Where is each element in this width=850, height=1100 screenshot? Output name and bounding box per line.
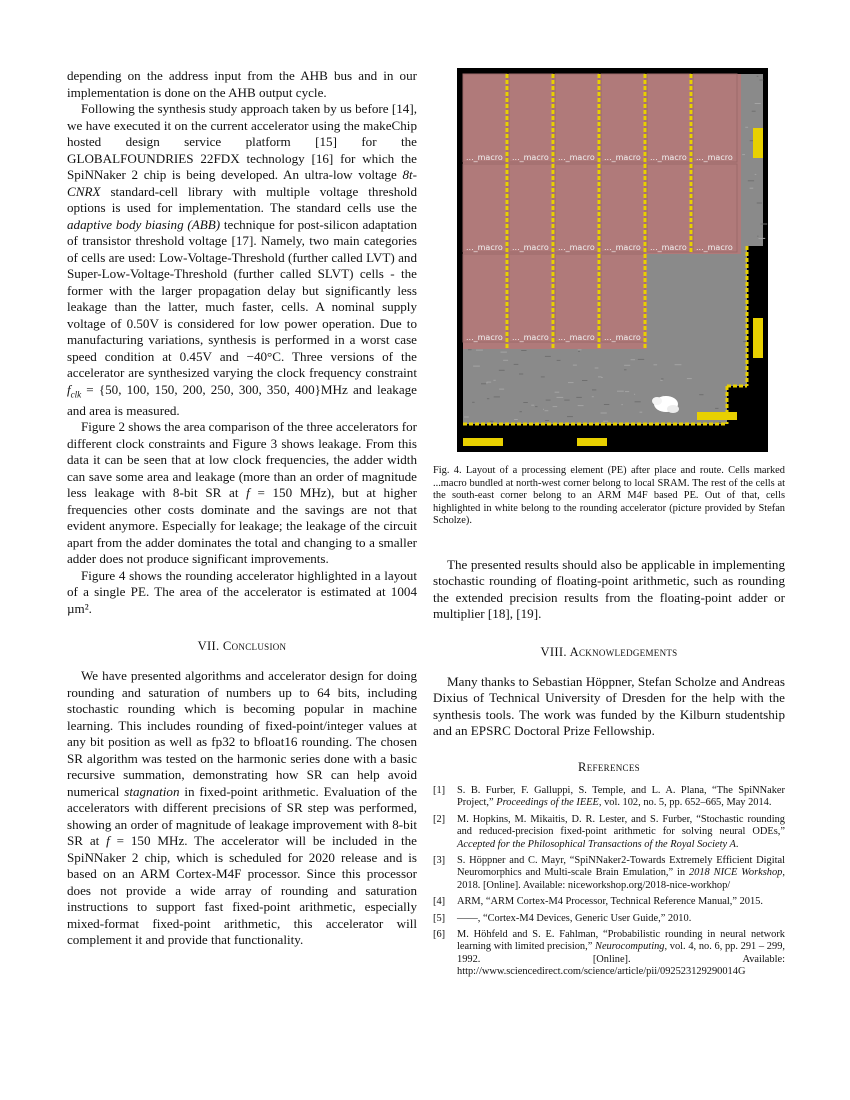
pe-layout-image (457, 68, 768, 452)
reference-number: [6] (433, 929, 446, 941)
macro-label: ..._macro (466, 333, 503, 342)
sram-macro (601, 164, 645, 252)
reference-number: [1] (433, 784, 446, 796)
sram-macro (509, 164, 553, 252)
reference-text: ——, “Cortex-M4 Devices, Generic User Guide,” 2010. (457, 912, 692, 924)
reference-item (433, 929, 785, 979)
reference-item (433, 814, 785, 851)
io-pad (753, 318, 763, 358)
sram-macro (463, 74, 507, 162)
io-pad (753, 128, 763, 158)
sram-macro-grid (463, 74, 741, 349)
macro-label: ..._macro (696, 243, 733, 252)
paragraph-address-input: depending on the address input from the AHB bus and in our implementation is done on the AHB output cycle. (67, 68, 417, 100)
section-heading-references: References (578, 759, 640, 774)
sram-macro (463, 164, 507, 252)
macro-label: ..._macro (558, 243, 595, 252)
paragraph-acknowledgements: Many thanks to Sebastian Höppner, Stefan Scholze and Andreas Dixius of Technical University of Dresden for the help with the synthesis tools. The work was funded by the Kilburn studentship and an EPSRC Doctoral Prize Fellowship. (433, 673, 785, 739)
sram-macro (509, 254, 553, 342)
logic-region-corner (647, 254, 741, 349)
paragraph-conclusion: We have presented algorithms and accelerator design for doing rounding and saturation of numbers up to 64 bits, including stochastic rounding which is becoming popular in machine learning. This includes rounding of fixed-point/integer values at any bit position as well as fp32 to bfloat16 rounding. The chosen SR algorithm was tested on the harmonic series done with a basic recursive summation, demonstrating how SR can help avoid numerical stagnation in fixed-point arithmetic. Evaluation of the accelerators with different precisions of SR step was performed, showing an order of magnitude of leakage improvement with 8-bit SR at f = 150 MHz. The accelerator will be included in the SpiNNaker 2 chip, which is scheduled for 2020 release and is based on an ARM Cortex-M4F processor. Since this processor does not provide a wide array of rounding and saturation instructions to support fast fixed-point arithmetic, especially mixed-format fixed-point arithmetic, this accelerator will complement it and provide that functionality. (67, 668, 418, 948)
macro-label: ..._macro (512, 153, 549, 162)
paragraph-floating-point: The presented results should also be applicable in implementing stochastic rounding of floating-point arithmetic, such as rounding the extended precision results from the floating-point adder or multiplier [18], [19]. (433, 556, 785, 622)
section-heading-conclusion: VII. Conclusion (197, 639, 287, 654)
figure-caption: Fig. 4. Layout of a processing element (PE) after place and route. Cells marked ...macro bundled at north-west corner belong to local SRAM. The rest of the cells at the south-east corner belong to an ARM M4F based PE. Out of that, cells highlighted in white belong to the rounding accelerator (picture provided by Stefan Scholze). (433, 465, 785, 527)
sram-macro (693, 164, 737, 252)
io-pad (697, 412, 737, 420)
reference-text: S. B. Furber, F. Galluppi, S. Temple, and L. A. Plana, “The SpiNNaker Project,” Proceedings of the IEEE, vol. 102, no. 5, pp. 652–665, May 2014. (457, 784, 785, 809)
io-pad (463, 438, 503, 446)
sram-macro (601, 254, 645, 342)
sram-macro (647, 164, 691, 252)
reference-number: [2] (433, 813, 446, 825)
right-column (433, 68, 785, 983)
reference-text: M. Hopkins, M. Mikaitis, D. R. Lester, and S. Furber, “Stochastic rounding and reduced-precision fixed-point arithmetic for solving neural ODEs,” Accepted for the Philosophical Transactions of the Royal Society A. (457, 813, 785, 850)
reference-text: S. Höppner and C. Mayr, “SpiNNaker2-Towards Extremely Efficient Digital Neuromorphics and Multi-scale Brain Emulation,” in 2018 NICE Workshop, 2018. [Online]. Available: niceworkshop.org/2018-nice-workhop/ (457, 855, 785, 891)
reference-item (433, 855, 785, 892)
references-list (433, 785, 785, 979)
macro-label: ..._macro (512, 243, 549, 252)
paragraph-area-comparison: Figure 2 shows the area comparison of the three accelerators for different clock constraints and Figure 3 shows leakage. From this data it can be seen that at low clock frequencies, the adder width can save some area and leakage (more than an order of magnitude less leakage with 8-bit SR at f = 150 MHz), but at higher frequencies other costs dominate and the savings are not that evident anymore. Especially for leakage; the leakage of the circuit apart from the adder dominates the total and changing to a smaller adder does not produce significant improvements. (67, 419, 417, 567)
sram-macro (693, 74, 737, 162)
sram-macro (555, 74, 599, 162)
macro-label: ..._macro (696, 153, 733, 162)
reference-number: [3] (433, 855, 446, 866)
reference-number: [4] (433, 896, 446, 908)
macro-label: ..._macro (604, 153, 641, 162)
reference-item (433, 785, 785, 810)
macro-label: ..._macro (466, 243, 503, 252)
sram-macro (463, 254, 507, 342)
sram-macro (647, 74, 691, 162)
macro-label: ..._macro (650, 153, 687, 162)
pe-layout-figure (457, 68, 768, 452)
sram-macro (601, 74, 645, 162)
paragraph-synthesis-study: Following the synthesis study approach taken by us before [14], we have executed it on the current accelerator using the makeChip hosted design service platform [15] for the GLOBALFOUNDRIES 22FDX technology [16] for which the SpiNNaker 2 chip is being developed. An ultra-low voltage 8t-CNRX standard-cell library with multiple voltage threshold options is used for implementation. The standard cells use the adaptive body biasing (ABB) technique for post-silicon adaptation of transistor threshold voltage [17]. Namely, two main categories of cells are used: Low-Voltage-Threshold (further called LVT) and Super-Low-Voltage-Threshold (further called SLVT) cells - the former with the larger propagation delay but significantly less leakage than the latter, much faster, cells. A nominal supply voltage of 0.50V is considered for low power operation. Due to manufacturing variations, synthesis is performed in a worst case speed condition at 0.45V and −40°C. Three versions of the accelerator are synthesized varying the clock frequency constraint $f_{clk} = \{50$, 100, 150, 200, 250, 300, 350, 400}MHz and leakage and area is measured. (67, 101, 417, 418)
reference-text: M. Höhfeld and S. E. Fahlman, “Probabilistic rounding in neural network learning with limited precision,” Neurocomputing, vol. 4, no. 6, pp. 291 – 299, 1992. [Online]. Available: http://www.sciencedirect.com/science/article/pii/092523129290014G (457, 929, 785, 978)
macro-label: ..._macro (558, 153, 595, 162)
sram-macro (509, 74, 553, 162)
io-pad (577, 438, 607, 446)
reference-item (433, 896, 785, 908)
reference-item (433, 913, 785, 925)
macro-label: ..._macro (512, 333, 549, 342)
macro-label: ..._macro (650, 243, 687, 252)
macro-label: ..._macro (558, 333, 595, 342)
macro-label: ..._macro (466, 153, 503, 162)
reference-text: ARM, “ARM Cortex-M4 Processor, Technical Reference Manual,” 2015. (457, 896, 763, 908)
sram-macro (555, 254, 599, 342)
section-heading-acknowledgements: VIII. Acknowledgements (540, 644, 678, 659)
left-column (67, 68, 417, 949)
macro-label: ..._macro (604, 243, 641, 252)
sram-macro (555, 164, 599, 252)
macro-label: ..._macro (604, 333, 641, 342)
reference-number: [5] (433, 912, 446, 924)
paragraph-figure4-reference: Figure 4 shows the rounding accelerator highlighted in a layout of a single PE. The area of the accelerator is estimated at 1004 µm². (67, 567, 417, 616)
